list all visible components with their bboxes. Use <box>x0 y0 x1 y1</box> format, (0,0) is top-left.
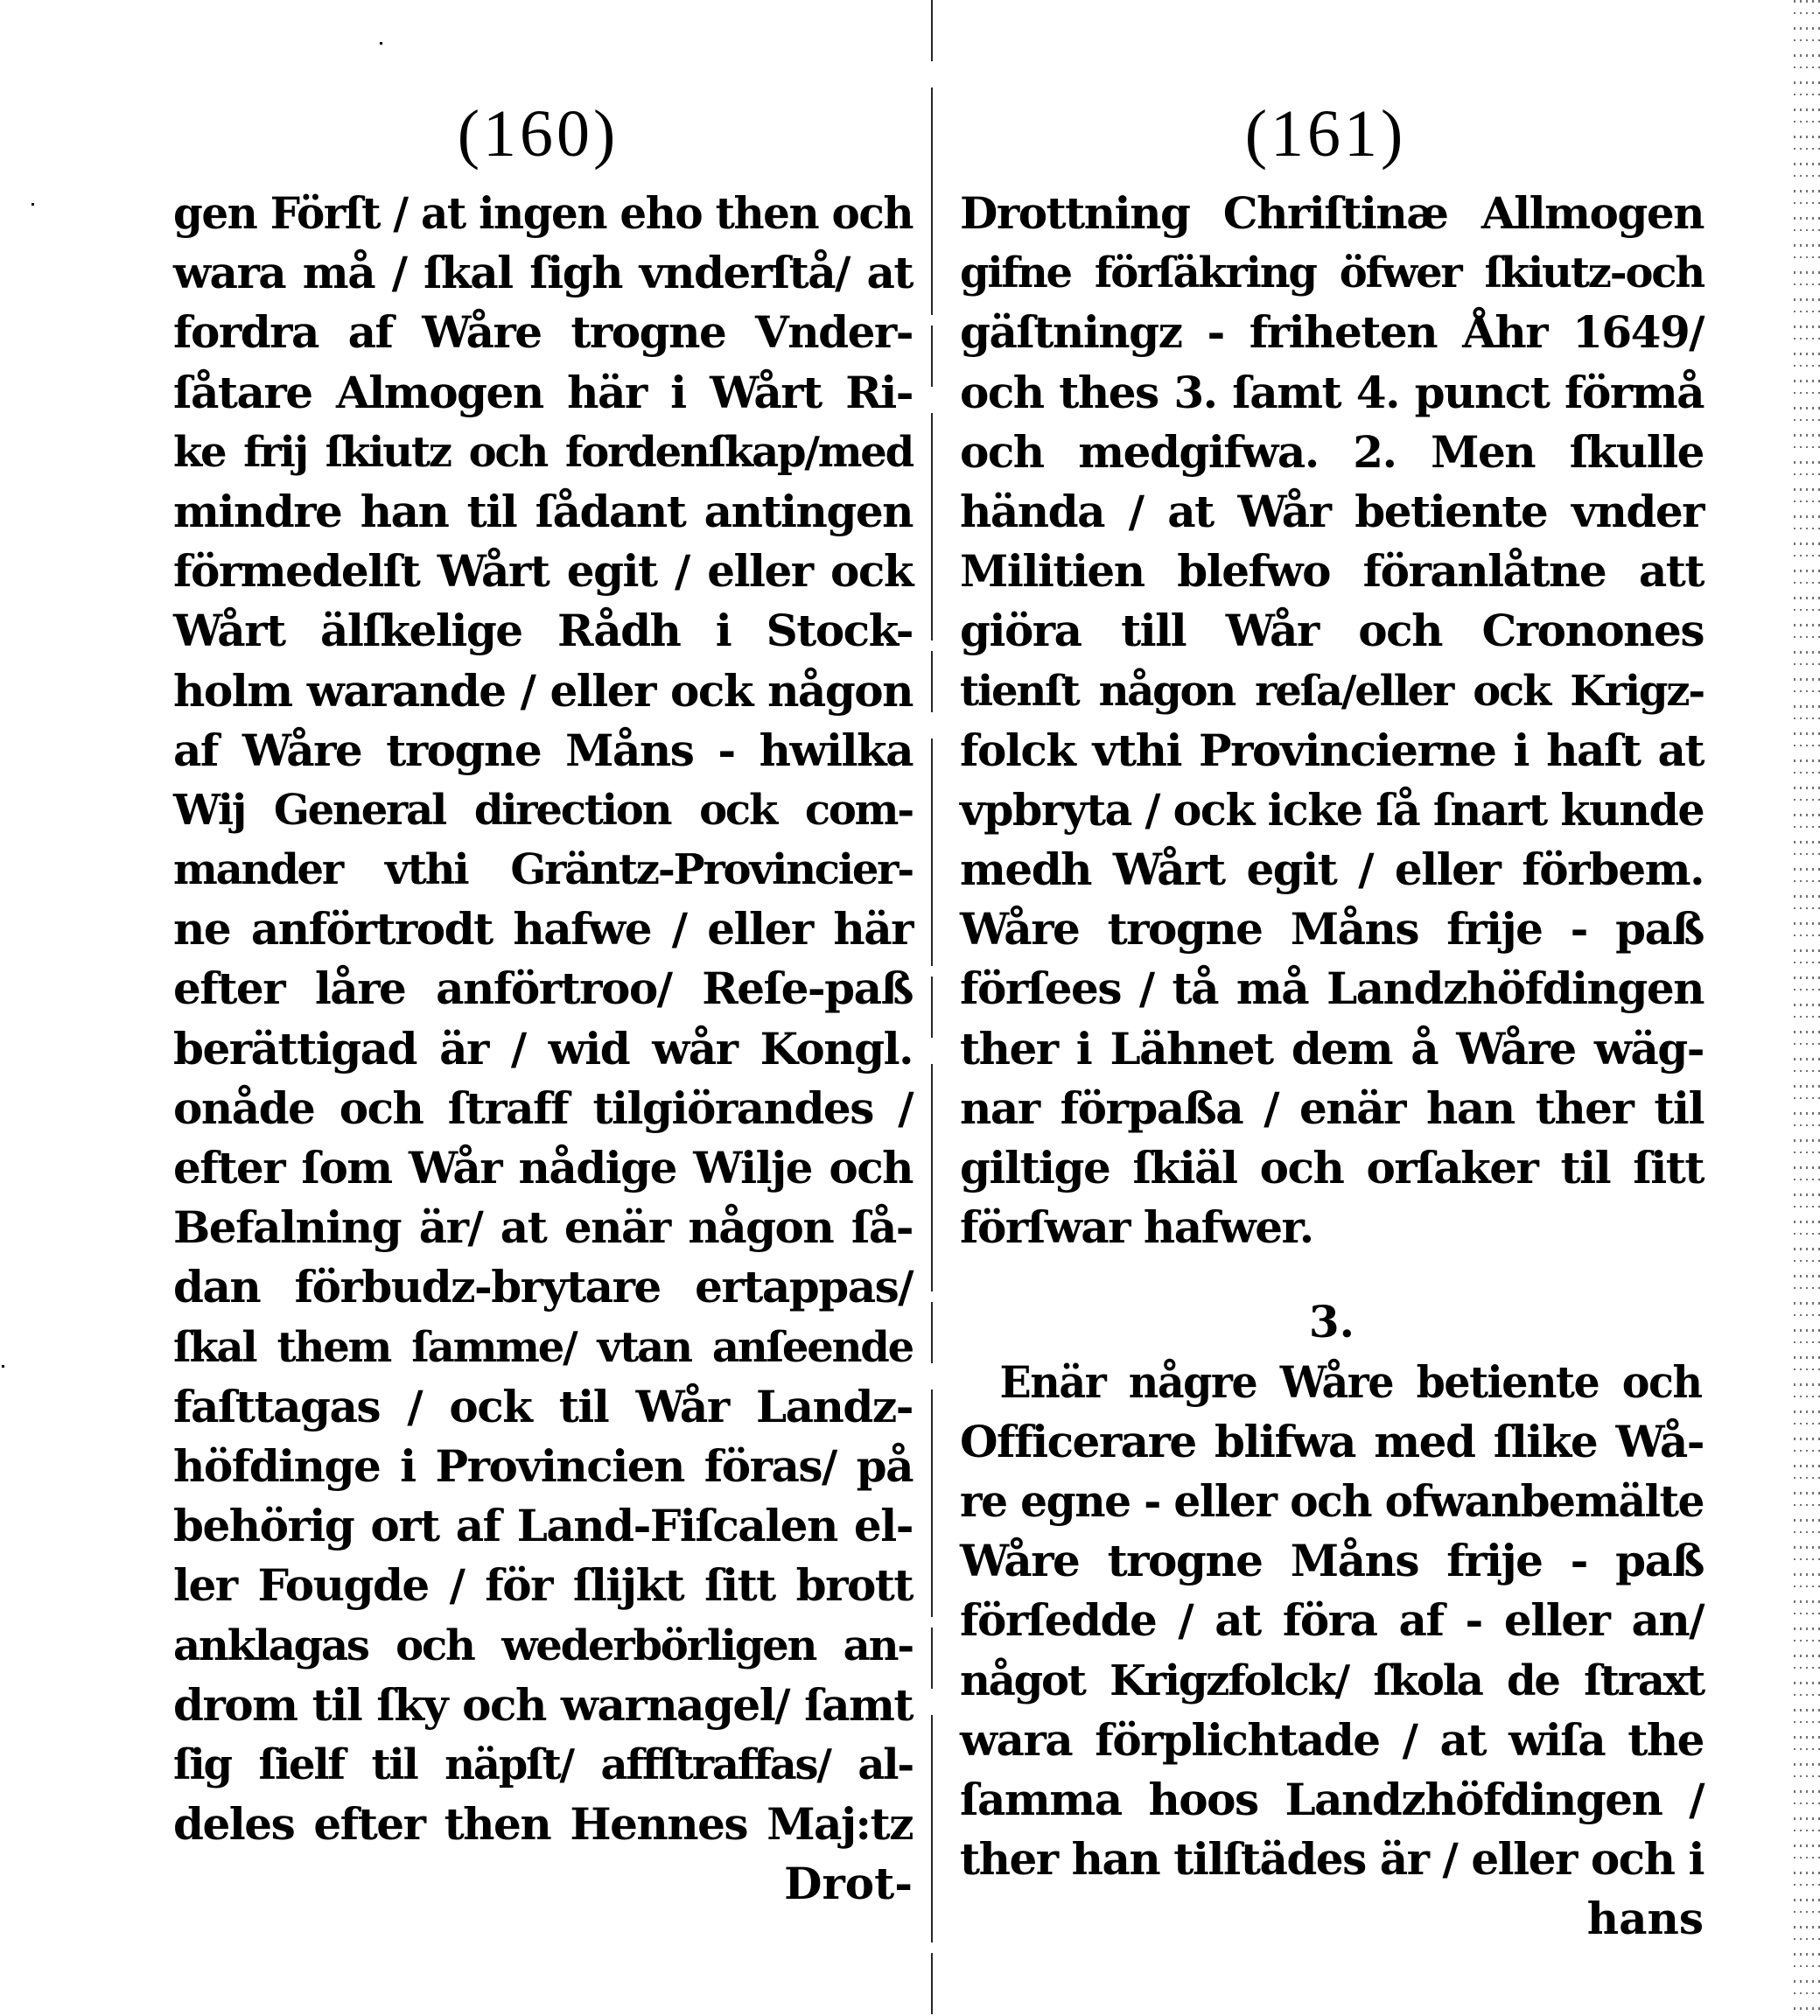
text-line: Drottning Chriſtinæ Allmogen <box>960 187 1704 239</box>
text-line: ſkal them ſamme/ vtan anſeende <box>173 1322 913 1372</box>
text-line: och medgifwa. 2. Men ſkulle <box>960 425 1704 478</box>
text-line: af Wåre trogne Måns - hwilka <box>173 724 913 776</box>
text-line: Wårt älſkelige Rådh i Stock- <box>173 605 913 657</box>
text-line: wara förplichtade / at wiſa the <box>960 1713 1704 1766</box>
section-spacer <box>960 1257 1704 1292</box>
text-line: förmedelſt Wårt egit / eller ock <box>173 545 913 598</box>
text-line: ther han tilſtädes är / eller och i <box>960 1833 1704 1886</box>
text-line: faſttagas / ock til Wår Landz- <box>173 1380 913 1432</box>
text-line: Wij General direction ock com- <box>173 785 913 835</box>
text-line: förſees / tå må Landzhöfdingen <box>960 962 1704 1015</box>
text-line: efter låre anförtroo/ Reſe-paß <box>173 962 913 1015</box>
text-line: Militien blefwo föranlåtne att <box>960 545 1704 598</box>
text-line: förſedde / at föra af - eller an/ <box>960 1594 1704 1647</box>
scan-speck <box>32 203 34 206</box>
text-line: anklagas och wederbörligen an- <box>173 1620 913 1670</box>
text-line: efter ſom Wår nådige Wilje och <box>173 1142 913 1194</box>
text-line: medh Wårt egit / eller förbem. <box>960 844 1704 896</box>
text-line: ler Fougde / för ſlijkt ſitt brott <box>173 1559 913 1612</box>
text-line: re egne - eller och ofwanbemälte <box>960 1474 1704 1527</box>
right-page <box>932 0 1820 2016</box>
text-line: ſig ſielf til näpſt/ affſtraffas/ al- <box>173 1740 913 1789</box>
text-line: Wåre trogne Måns frije - paß <box>960 903 1704 956</box>
catchword-right: hans <box>1586 1893 1704 1945</box>
text-line: och thes 3. ſamt 4. punct förmå <box>960 366 1704 418</box>
text-line: vpbryta / ock icke ſå ſnart kunde <box>960 783 1704 836</box>
text-line: hända / at Wår betiente vnder <box>960 485 1704 537</box>
text-line: något Krigzfolck/ ſkola de ſtraxt <box>960 1656 1704 1705</box>
text-line: Wåre trogne Måns frije - paß <box>960 1535 1704 1587</box>
text-line: ſamma hoos Landzhöfdingen / <box>960 1773 1704 1825</box>
text-line: holm warande / eller ock någon <box>173 664 913 717</box>
text-line: giltige ſkiäl och orſaker til ſitt <box>960 1142 1704 1194</box>
text-line: Officerare blifwa med ſlike Wå- <box>960 1415 1704 1467</box>
text-line: berättigad är / wid wår Kongl. <box>173 1022 913 1074</box>
text-line: höfdinge i Provincien föras/ på <box>173 1439 913 1492</box>
text-line: onåde och ſtraff tilgiörandes / <box>173 1082 913 1134</box>
text-line: gifne förſäkring öfwer ſkiutz-och <box>960 248 1704 298</box>
text-line: ſåtare Almogen här i Wårt Ri- <box>173 366 913 418</box>
text-line: drom til ſky och warnagel/ ſamt <box>173 1678 913 1731</box>
text-line: ther i Lähnet dem å Wåre wäg- <box>960 1022 1704 1074</box>
text-line: mindre han til ſådant antingen <box>173 485 913 537</box>
text-line: Befalning är/ at enär någon ſå- <box>173 1201 913 1254</box>
scan-edge-noise <box>1794 0 1820 2016</box>
text-line: Enär någre Wåre betiente och <box>999 1355 1702 1408</box>
page-number-right: (161) <box>1244 97 1407 171</box>
text-line: behörig ort af Land-Fiſcalen el- <box>173 1500 913 1552</box>
text-line: gen Förſt / at ingen eho then och <box>173 187 914 239</box>
text-line: mander vthi Gräntz-Provincier- <box>173 845 913 895</box>
page-number-left: (160) <box>457 97 620 171</box>
text-line: dan förbudz-brytare ertappas/ <box>173 1261 913 1313</box>
text-line: deles efter then Hennes Maj:tz <box>173 1798 913 1851</box>
catchword-left: Drot- <box>784 1858 913 1910</box>
scan-speck <box>2 1365 4 1368</box>
right-page-text <box>960 184 1704 1949</box>
text-line: ne anförtrodt hafwe / eller här <box>173 903 913 956</box>
left-page-text <box>173 184 913 1914</box>
scan-speck <box>380 42 382 45</box>
section-number: 3. <box>1308 1296 1355 1348</box>
text-line: tienſt någon reſa/eller ock Krigz- <box>960 666 1704 716</box>
text-line: giöra till Wår och Cronones <box>960 605 1704 657</box>
text-line: nar förpaßa / enär han ther til <box>960 1082 1704 1134</box>
text-line: fordra af Wåre trogne Vnder- <box>173 306 913 359</box>
text-line: ke frij ſkiutz och fordenſkap/med <box>173 427 913 477</box>
text-line: folck vthi Provincierne i haſt at <box>960 724 1704 776</box>
text-line: förſwar hafwer. <box>960 1201 1313 1254</box>
text-line: gäſtningz - friheten Åhr 1649/ <box>960 306 1704 359</box>
text-line: wara må / ſkal ſigh vnderſtå/ at <box>173 247 913 299</box>
